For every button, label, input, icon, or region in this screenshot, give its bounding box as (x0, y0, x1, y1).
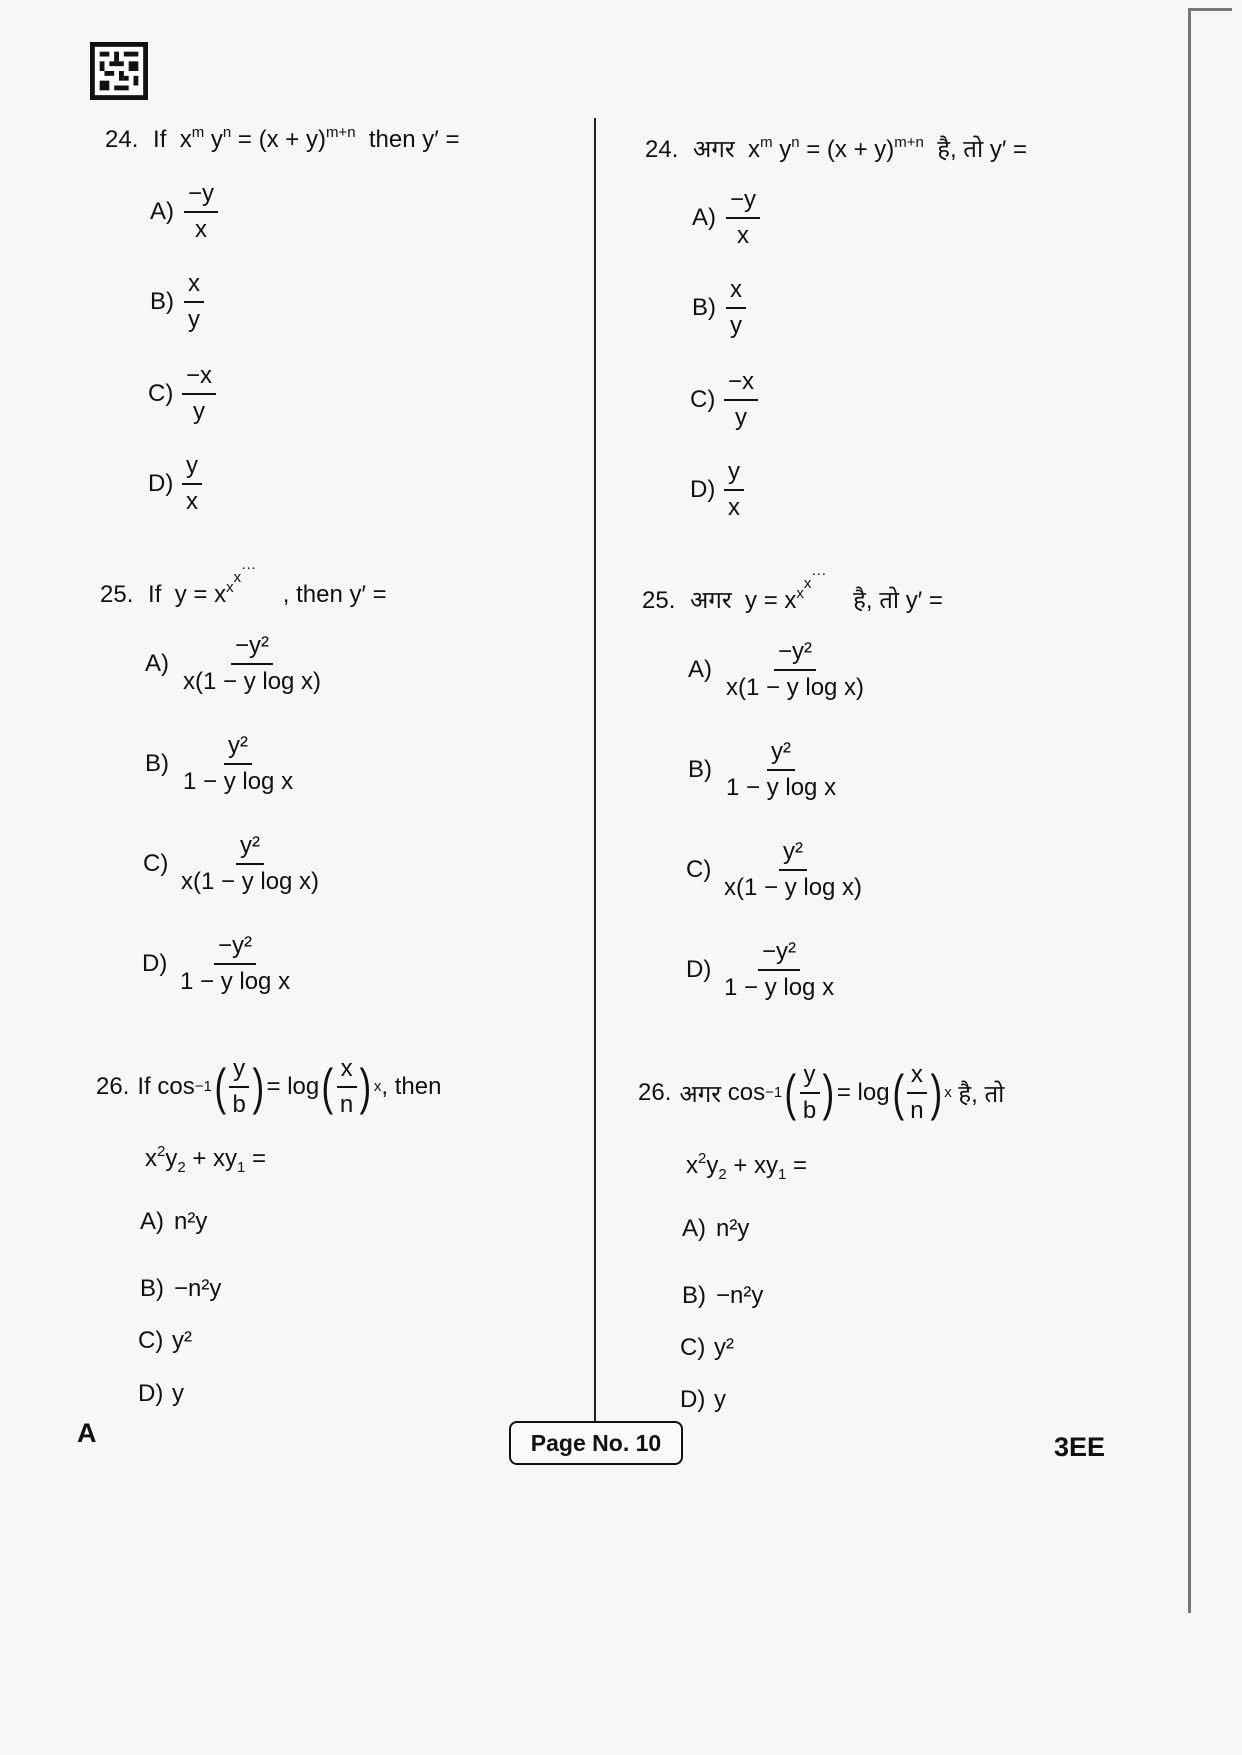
question-26-expression-hi: $x^2y_2 + xy_1$ = (686, 1150, 808, 1183)
option-24d[interactable]: D) $\frac{y}{x}$ (148, 452, 202, 516)
paper-code: 3EE (1054, 1432, 1106, 1462)
question-prefix: अगर (690, 587, 732, 614)
option-25d-hi[interactable]: D) $\frac{\text{−y²}}{\text{1 − y log x}}$ (686, 938, 835, 1001)
equation: $y = x^{x^{x^{\cdot\cdot\cdot}}}$ (168, 559, 257, 608)
option-25c-hi[interactable]: C) $\frac{\text{y²}}{\text{x(1 − y log x)}}$ (686, 838, 863, 901)
option-25a-hi[interactable]: A) $\frac{\text{−y²}}{\text{x(1 − y log x)}}$ (688, 638, 865, 701)
question-number: 24. (645, 136, 679, 163)
option-24a-hi[interactable]: A) $\frac{-y}{x}$ (692, 186, 760, 250)
option-26d-hi[interactable]: D) y (680, 1386, 726, 1413)
option-26c[interactable]: C) y² (138, 1327, 192, 1354)
equation: $y = x^{x^{x^{\cdot\cdot\cdot}}}$ (738, 565, 827, 614)
option-24c[interactable]: C) $\frac{-x}{y}$ (148, 362, 216, 426)
question-24-en (105, 126, 459, 154)
question-suffix: है, तो y′ = (937, 136, 1028, 163)
question-suffix: है, तो (958, 1080, 1005, 1108)
question-prefix: अगर (679, 1080, 722, 1108)
question-26-en (96, 1055, 441, 1119)
question-number: 26. (638, 1079, 672, 1106)
question-number: 26. (96, 1073, 130, 1100)
question-prefix: If (148, 581, 162, 608)
option-26d[interactable]: D) y (138, 1380, 184, 1407)
question-25-hi (642, 565, 943, 616)
question-suffix: , then (381, 1073, 442, 1100)
page-edge-line (1188, 8, 1191, 1613)
equation: cos −1 ( $\frac{y}{b}$ ) = log ( $\frac{x}{n}$ ) x (721, 1061, 952, 1124)
option-26b-hi[interactable]: B) −n²y (682, 1282, 764, 1309)
option-26c-hi[interactable]: C) y² (680, 1334, 734, 1361)
equation: $x^m$ $y^n = (x + y)^{m+n}$ (173, 124, 356, 153)
question-26-hi (638, 1061, 1004, 1125)
option-24a[interactable]: A) $\frac{-y}{x}$ (150, 180, 218, 244)
option-25b-hi[interactable]: B) $\frac{\text{y²}}{\text{1 − y log x}}$ (688, 738, 837, 801)
option-24c-hi[interactable]: C) $\frac{-x}{y}$ (690, 368, 758, 432)
question-prefix: If (153, 126, 167, 153)
question-prefix: अगर (693, 136, 735, 163)
option-26a-hi[interactable]: A) n²y (682, 1215, 750, 1242)
equation: cos −1 ( $\frac{y}{b}$ ) = log ( $\frac{x}{n}$ ) x (150, 1055, 382, 1118)
option-24b[interactable]: B) $\frac{x}{y}$ (150, 270, 204, 334)
question-suffix: then y′ = (368, 126, 460, 153)
question-number: 25. (642, 587, 676, 614)
question-suffix: है, तो y′ = (853, 587, 943, 614)
option-25a[interactable]: A) $\frac{\text{−y²}}{\text{x(1 − y log x)}}$ (145, 632, 322, 695)
option-24d-hi[interactable]: D) $\frac{y}{x}$ (690, 458, 744, 522)
question-26-expression: $x^2y_2 + xy_1$ = (145, 1143, 267, 1176)
page-edge-top (1188, 8, 1232, 11)
option-26b[interactable]: B) −n²y (140, 1275, 222, 1302)
question-25-en (100, 559, 387, 609)
column-divider (594, 118, 596, 1436)
page-number-box (509, 1421, 683, 1465)
question-suffix: , then y′ = (282, 581, 387, 608)
option-24b-hi[interactable]: B) $\frac{x}{y}$ (692, 276, 746, 340)
question-24-hi (645, 132, 1027, 165)
question-number: 25. (100, 581, 134, 608)
option-25c[interactable]: C) $\frac{\text{y²}}{\text{x(1 − y log x)}}$ (143, 832, 320, 895)
option-26a[interactable]: A) n²y (140, 1208, 208, 1235)
option-25b[interactable]: B) $\frac{\text{y²}}{\text{1 − y log x}}$ (145, 732, 294, 795)
question-number: 24. (105, 126, 139, 153)
option-25d[interactable]: D) $\frac{\text{−y²}}{\text{1 − y log x}}$ (142, 932, 291, 995)
page-number: Page No. 10 (530, 1429, 662, 1456)
series-letter: A (77, 1418, 97, 1448)
equation: $x^m$ $y^n = (x + y)^{m+n}$ (741, 134, 924, 163)
question-prefix: If (137, 1073, 151, 1100)
qr-code (90, 42, 148, 100)
